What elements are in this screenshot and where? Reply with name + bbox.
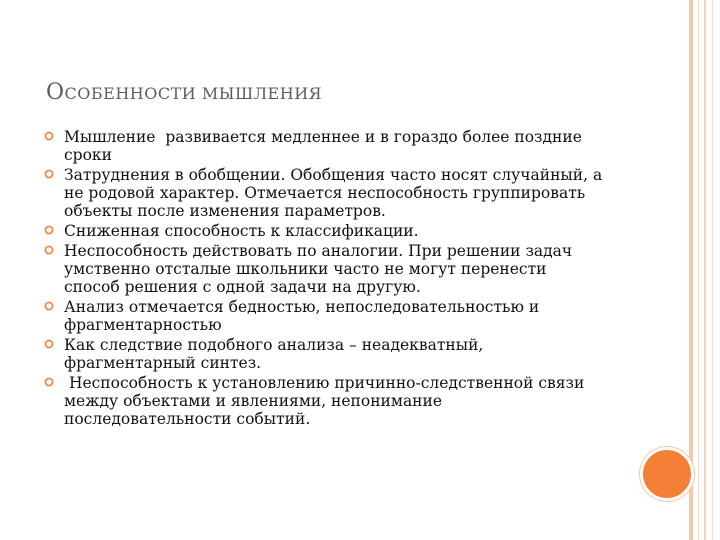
decorative-vertical-rule bbox=[704, 0, 706, 540]
bullet-text: Затруднения в обобщении. Обобщения часто носят случайный, а не родовой характер. Отмечается неспособность группировать объекты после изменения параметров. bbox=[64, 166, 608, 220]
bullet-item bbox=[44, 166, 608, 220]
bullet-item bbox=[44, 374, 604, 428]
title-rest: СОБЕННОСТИ МЫШЛЕНИЯ bbox=[64, 84, 323, 103]
bullet-item bbox=[44, 298, 604, 334]
bullet-text: Неспособность к установлению причинно-следственной связи между объектами и явлениями, непонимание последовательности событий. bbox=[64, 374, 590, 428]
bullet-text: Как следствие подобного анализа – неадекватный, фрагментарный синтез. bbox=[64, 336, 489, 372]
bullet-item bbox=[44, 336, 604, 372]
decorative-vertical-rule bbox=[698, 0, 699, 540]
circle-bullet-icon bbox=[44, 169, 54, 179]
circle-bullet-icon bbox=[44, 339, 54, 349]
bullet-text: Сниженная способность к классификации. bbox=[64, 222, 419, 240]
bullet-item bbox=[44, 222, 604, 240]
circle-bullet-icon bbox=[44, 377, 54, 387]
bullet-text: Мышление развивается медленнее и в гораздо более поздние сроки bbox=[64, 128, 587, 164]
bullet-list bbox=[44, 128, 608, 430]
circle-bullet-icon bbox=[44, 225, 54, 235]
bullet-text: Неспособность действовать по аналогии. При решении задач умственно отсталые школьники часто не могут перенести способ решения с одной задачи на другую. bbox=[64, 242, 578, 296]
circle-bullet-icon bbox=[44, 245, 54, 255]
bullet-item bbox=[44, 128, 604, 164]
circle-bullet-icon bbox=[44, 301, 54, 311]
decorative-orange-circle bbox=[640, 447, 694, 501]
bullet-text: Анализ отмечается бедностью, непоследовательностью и фрагментарностью bbox=[64, 298, 545, 334]
title-initial: О bbox=[46, 80, 65, 105]
decorative-vertical-rule bbox=[712, 0, 713, 540]
bullet-item bbox=[44, 242, 604, 296]
circle-bullet-icon bbox=[44, 131, 54, 141]
slide-title bbox=[46, 80, 322, 105]
